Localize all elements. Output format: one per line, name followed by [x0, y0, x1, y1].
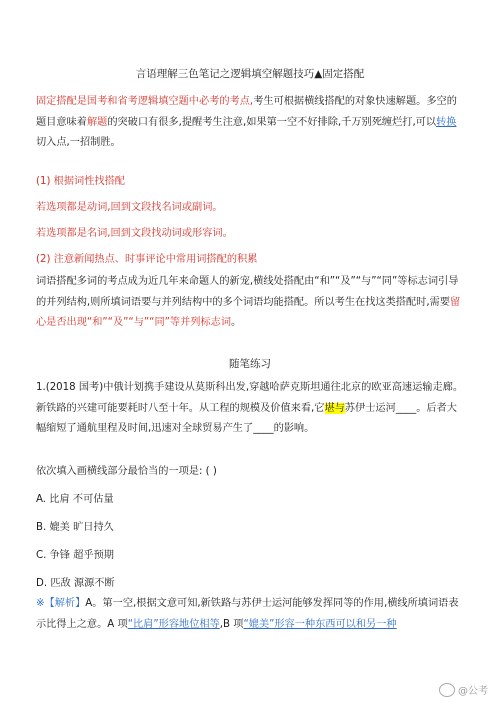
option-c: C. 争锋 超乎预期 — [36, 550, 114, 561]
page-title: 言语理解三色笔记之逻辑填空解题技巧▲固定搭配 — [135, 68, 365, 80]
question-highlight: 堪与 — [324, 402, 345, 414]
analysis-mark: ※【解析】 — [36, 598, 86, 609]
analysis-text-1: A。第一空,根据文意可知,新铁路与苏伊士运河能够发挥同等的作用,横线所填词语表示比得上之意。A 项 — [36, 598, 459, 630]
question-text-4: 的影响。 — [273, 423, 315, 434]
analysis-paragraph — [36, 594, 464, 635]
intro-text-2: 的突破口有很多,提醒考生注意,如果第一空不好排除,千万别死缠烂打,可以 — [107, 116, 437, 128]
intro-red-text-2: 解题 — [86, 116, 108, 128]
section2-heading: (2) 注意新闻热点、时事评论中常用词搭配的积累 — [36, 254, 258, 265]
question-blank-2: ____ — [253, 423, 274, 434]
question-prompt: 依次填入画横线部分最恰当的一项是: ( ) — [36, 466, 217, 477]
intro-paragraph — [36, 92, 464, 154]
intro-blue-text: 转换 — [436, 116, 457, 128]
intro-text-3: 切入点,一招制胜。 — [36, 137, 121, 148]
section2-body — [36, 272, 464, 334]
question-paragraph — [36, 378, 464, 440]
section1-line2: 若选项都是名词,回到文段找动词或形容词。 — [36, 228, 233, 239]
analysis-blue-1: “比肩”形容地位相等 — [127, 618, 220, 630]
section1-heading: (1) 根据词性找搭配 — [36, 176, 125, 187]
weibo-logo-icon — [439, 683, 455, 697]
section2-red-text: 留心是否出现“和”“及”“与”“同”等并列标志词 — [36, 296, 461, 328]
question-text-1: 1.(2018 国考)中俄计划携手建设从莫斯科出发,穿越哈萨克斯坦通往北京的欧亚高速运输走廊。新铁路的兴建可能要耗时八至十年。从工程的规模及价值来看,它 — [36, 382, 464, 414]
intro-text-1: 考生可根据横线搭配的对象快速解题。多空的题目意味着 — [36, 96, 457, 128]
watermark — [439, 682, 488, 697]
section2-text-1: 词语搭配多词的考点成为近几年来命题人的新宠,横线处搭配由“和”“及”“与”“同”等标志词引导的并列结构,则所填词语要与并列结构中的多个词语均能搭配。所以考生在找这类搭配时,需要 — [36, 276, 459, 308]
intro-red-text: 固定搭配是国考和省考逻辑填空题中必考的考点, — [36, 96, 254, 107]
practice-heading: 随笔练习 — [229, 358, 271, 370]
option-a: A. 比肩 不可估量 — [36, 494, 114, 505]
section1-line1: 若选项都是动词,回到文段找名词或副词。 — [36, 202, 223, 213]
watermark-text: @公考 — [458, 686, 488, 697]
section2-text-2: 。 — [231, 317, 242, 328]
option-b: B. 媲美 旷日持久 — [36, 522, 114, 533]
analysis-blue-2: “媲美”形容一种东西可以和另一种 — [243, 618, 397, 630]
option-d: D. 匹敌 源源不断 — [36, 578, 115, 589]
analysis-text-2: ,B 项 — [219, 618, 244, 630]
question-text-2: 苏伊士运河 — [344, 402, 396, 414]
question-blank-1: ____ — [395, 402, 417, 414]
question-text-3: 。后者大幅缩短了通航里程及时间,迅速对全球贸易产生了 — [36, 402, 457, 434]
